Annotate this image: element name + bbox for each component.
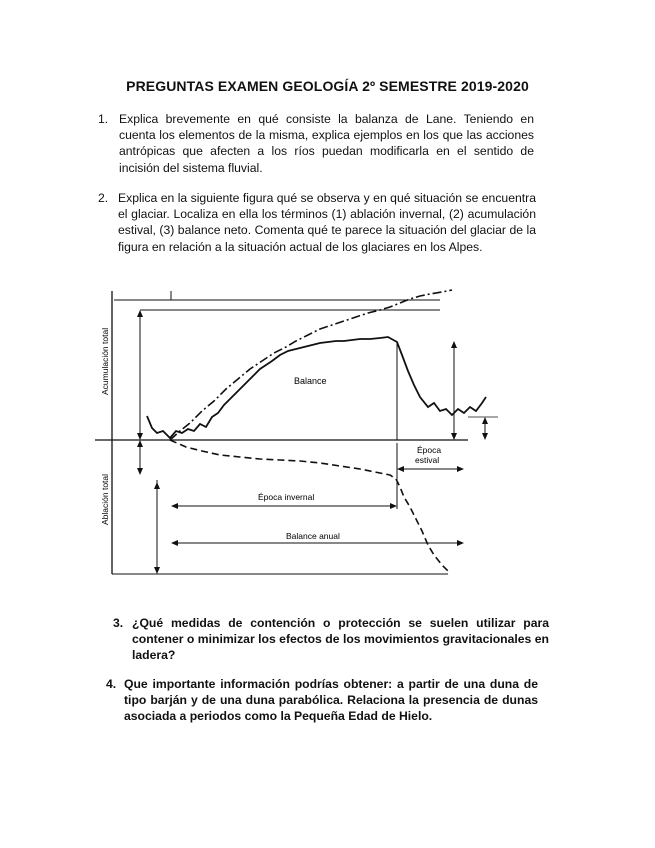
net-balance-arrow-head-bottom — [482, 433, 488, 440]
right-end-marker-head-top — [451, 341, 457, 348]
epoca-invernal-label: Época invernal — [258, 492, 315, 502]
epoca-invernal-arrow-left — [171, 503, 178, 509]
balance-anual-arrow-left — [171, 540, 178, 546]
balance-curve — [147, 337, 486, 438]
epoca-estival-arrow-right — [457, 466, 464, 472]
net-balance-arrow-head-top — [482, 417, 488, 424]
ablation-arrow-short-head-bottom — [137, 468, 143, 475]
balance-anual-label: Balance anual — [286, 531, 340, 541]
right-end-marker-head-bottom — [451, 433, 457, 440]
epoca-estival-label-line2: estival — [415, 455, 440, 465]
question-text: Que importante información podrías obtener: a partir de una duna de tipo barján y de una duna parabólica. Relaciona la presencia de dunas asociada a periodos como la Pequeña Edad de Hielo. — [124, 677, 538, 724]
question-text: ¿Qué medidas de contención o protección se suelen utilizar para contener o minimizar los efectos de los movimientos gravitacionales en ladera? — [132, 616, 549, 663]
glacier-mass-balance-diagram — [90, 283, 500, 578]
question-number: 2. — [98, 191, 109, 205]
balance-anual-arrow-right — [457, 540, 464, 546]
question-number: 3. — [113, 616, 124, 630]
question-2 — [98, 190, 536, 255]
question-3 — [113, 615, 549, 664]
accumulation-arrow-head-top — [137, 310, 143, 317]
question-1 — [98, 111, 534, 176]
epoca-estival-label-line1: Época — [417, 445, 442, 455]
accumulation-arrow-head-bottom — [137, 433, 143, 440]
question-4 — [106, 676, 538, 725]
question-text: Explica brevemente en qué consiste la balanza de Lane. Teniendo en cuenta los elementos de la misma, explica ejemplos en los que las acciones antrópicas que afecten a los ríos puedan modificarla en el sentido de incisión del sistema fluvial. — [119, 112, 534, 175]
ablation-arrow-long-head — [154, 482, 160, 489]
page-title: PREGUNTAS EXAMEN GEOLOGÍA 2º SEMESTRE 2019-2020 — [126, 78, 529, 94]
balance-label: Balance — [294, 376, 327, 386]
ablation-arrow-long-head-bottom — [154, 567, 160, 574]
ablation-arrow-short-head-top — [137, 440, 143, 447]
question-text: Explica en la siguiente figura qué se observa y en qué situación se encuentra el glaciar. Localiza en ella los términos (1) ablación invernal, (2) acumulación estival, (3) balance neto. Comenta qué te parece la situación del glaciar de la figura en relación a la situación actual de los glaciares en los Alpes. — [118, 191, 536, 254]
y-axis-label-ablation: Ablación total — [100, 473, 110, 525]
epoca-estival-arrow-left — [397, 466, 404, 472]
question-number: 4. — [106, 677, 117, 691]
y-axis-label-accumulation: Acumulación total — [100, 327, 110, 395]
question-number: 1. — [98, 112, 109, 126]
epoca-invernal-arrow-right — [390, 503, 397, 509]
